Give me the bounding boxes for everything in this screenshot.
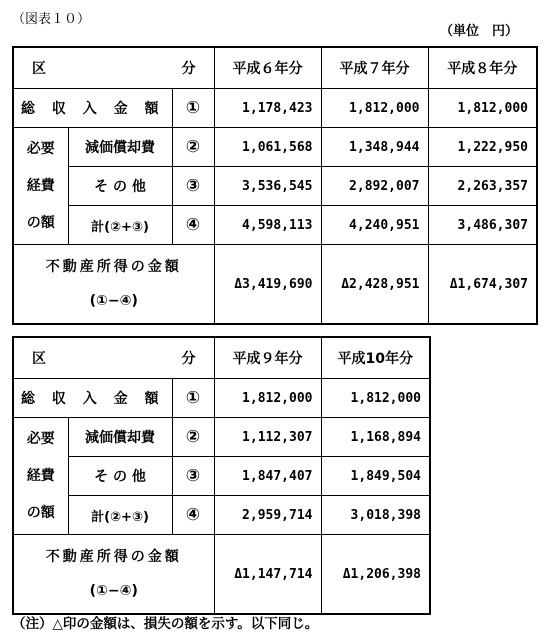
circle-number: ① (172, 379, 214, 418)
figure-caption: （図表１０） (12, 12, 91, 27)
necessary-expenses-label: 必要 経費 の額 (13, 418, 68, 535)
table-row (13, 245, 537, 325)
other-label: そ の 他 (68, 457, 172, 496)
table-cell: 3,486,307 (428, 206, 537, 245)
footnote: （注）△印の金額は、損失の額を示す。以下同じ。 (12, 616, 319, 632)
year-header: 平成６年分 (214, 47, 321, 89)
kubun-header: 区 分 (13, 337, 214, 379)
year-header: 平成９年分 (214, 337, 321, 379)
table-cell: 4,598,113 (214, 206, 321, 245)
table-row (13, 418, 430, 457)
table-cell: 3,536,545 (214, 167, 321, 206)
kubun-header: 区 分 (13, 47, 214, 89)
table-cell: 1,812,000 (321, 379, 430, 418)
table-header-row (13, 47, 537, 89)
income-table-1 (12, 46, 538, 325)
table-row (13, 89, 537, 128)
other-label: そ の 他 (68, 167, 172, 206)
circle-number: ② (172, 418, 214, 457)
year-header: 平成８年分 (428, 47, 537, 89)
table-cell: 1,812,000 (214, 379, 321, 418)
circle-number: ① (172, 89, 214, 128)
income-table-2 (12, 336, 431, 615)
depreciation-label: 減価償却費 (68, 128, 172, 167)
circle-number: ④ (172, 496, 214, 535)
sum-label: 計(②+③) (68, 206, 172, 245)
circle-number: ③ (172, 167, 214, 206)
table-cell: Δ2,428,951 (321, 245, 428, 325)
table-row (13, 128, 537, 167)
total-income-label: 総 収 入 金 額 (13, 89, 172, 128)
table-cell: Δ1,147,714 (214, 535, 321, 615)
table-row (13, 457, 430, 496)
table-cell: 1,168,894 (321, 418, 430, 457)
table-cell: 1,222,950 (428, 128, 537, 167)
table-cell: Δ3,419,690 (214, 245, 321, 325)
unit-label: （単位 円） (440, 24, 519, 39)
necessary-expenses-label: 必要 経費 の額 (13, 128, 68, 245)
table-cell: 1,812,000 (321, 89, 428, 128)
real-estate-income-label: 不動産所得の金額 (①−④) (13, 535, 214, 615)
table-cell: 2,959,714 (214, 496, 321, 535)
depreciation-label: 減価償却費 (68, 418, 172, 457)
table-cell: 1,847,407 (214, 457, 321, 496)
table-cell: 1,061,568 (214, 128, 321, 167)
table-row (13, 379, 430, 418)
year-header: 平成10年分 (321, 337, 430, 379)
total-income-label: 総 収 入 金 額 (13, 379, 172, 418)
circle-number: ④ (172, 206, 214, 245)
circle-number: ② (172, 128, 214, 167)
table-header-row (13, 337, 430, 379)
table-cell: 1,112,307 (214, 418, 321, 457)
year-header: 平成７年分 (321, 47, 428, 89)
table-cell: 1,348,944 (321, 128, 428, 167)
circle-number: ③ (172, 457, 214, 496)
table-cell: 4,240,951 (321, 206, 428, 245)
sum-label: 計(②+③) (68, 496, 172, 535)
table-row (13, 206, 537, 245)
table-cell: 1,812,000 (428, 89, 537, 128)
real-estate-income-label: 不動産所得の金額 (①−④) (13, 245, 214, 325)
table-cell: 2,892,007 (321, 167, 428, 206)
table-row (13, 167, 537, 206)
table-row (13, 496, 430, 535)
table-cell: Δ1,206,398 (321, 535, 430, 615)
table-cell: 1,178,423 (214, 89, 321, 128)
table-row (13, 535, 430, 615)
table-cell: 1,849,504 (321, 457, 430, 496)
table-cell: 3,018,398 (321, 496, 430, 535)
table-cell: 2,263,357 (428, 167, 537, 206)
table-cell: Δ1,674,307 (428, 245, 537, 325)
